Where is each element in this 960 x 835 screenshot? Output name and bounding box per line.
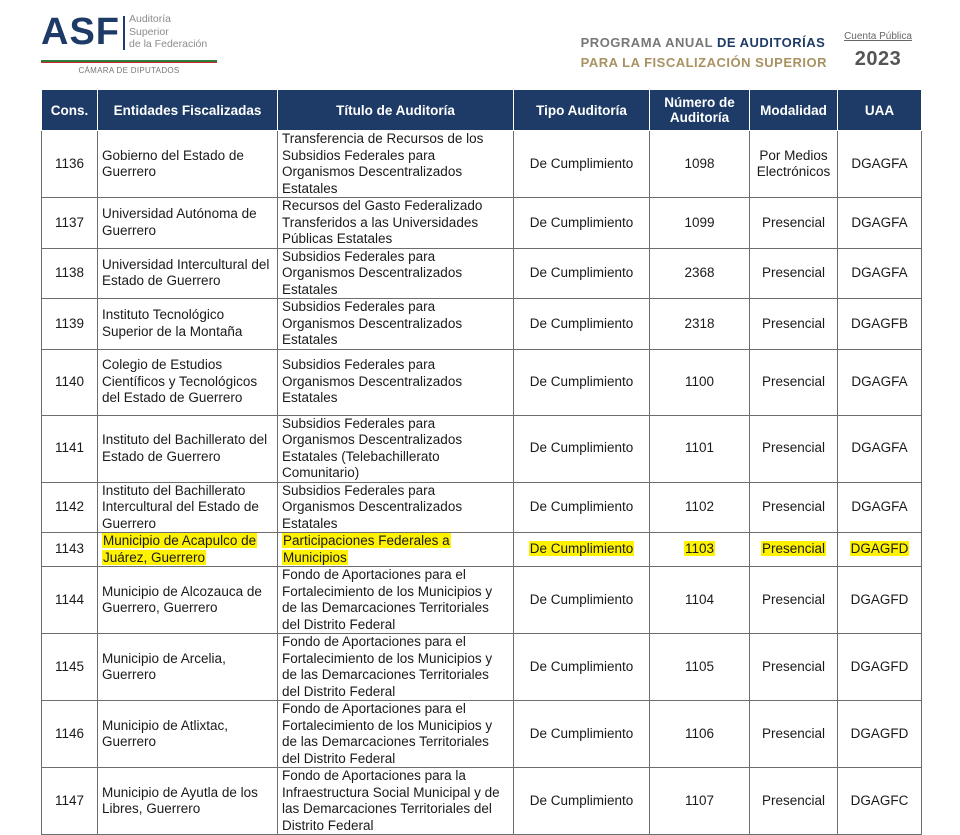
cell-entidad [98, 248, 278, 299]
cell-modalidad-text: Presencial [761, 725, 826, 741]
cell-tipo [514, 533, 650, 567]
cell-modalidad [750, 198, 838, 249]
cell-cons-text: 1138 [54, 265, 85, 280]
cell-entidad [98, 482, 278, 533]
cell-titulo [278, 415, 514, 482]
cell-uaa-text: DGAGFD [850, 591, 909, 607]
cell-uaa [838, 533, 922, 567]
cell-entidad-text: Municipio de Atlixtac, Guerrero [102, 717, 229, 749]
cell-cons [42, 768, 98, 835]
cell-numero-text: 1100 [684, 373, 715, 389]
cell-entidad-text: Universidad Intercultural del Estado de Guerrero [102, 256, 270, 289]
logo-chamber-text: CÁMARA DE DIPUTADOS [78, 66, 180, 75]
cell-titulo [278, 131, 514, 198]
table-row [42, 533, 922, 567]
cell-numero-text: 1098 [684, 155, 715, 171]
cell-tipo [514, 415, 650, 482]
logo-flag-stripes [41, 60, 217, 63]
cell-cons [42, 567, 98, 634]
cell-cons [42, 248, 98, 299]
cell-tipo-text: De Cumplimiento [529, 541, 634, 557]
table-header-row [42, 90, 922, 131]
table-row [42, 248, 922, 299]
cell-numero [650, 533, 750, 567]
audit-table [41, 89, 922, 835]
cell-entidad-text: Universidad Autónoma de Guerrero [102, 206, 257, 238]
cell-titulo-text: Subsidios Federales para Organismos Descentralizados Estatales [282, 248, 463, 297]
cell-titulo [278, 198, 514, 249]
cell-titulo-text: Participaciones Federales a Municipios [283, 533, 450, 565]
header-tipo: Tipo Auditoría [514, 90, 650, 131]
cell-uaa [838, 349, 922, 415]
cell-tipo [514, 131, 650, 198]
cell-uaa [838, 198, 922, 249]
cell-numero [650, 634, 750, 701]
table-row [42, 415, 922, 482]
document-header [0, 0, 960, 88]
program-title-strong: DE AUDITORÍAS [716, 35, 826, 50]
cell-entidad-text: Instituto del Bachillerato del Estado de Guerrero [102, 432, 268, 464]
cell-entidad [98, 567, 278, 634]
cell-modalidad-text: Presencial [761, 315, 826, 331]
cell-modalidad [750, 131, 838, 198]
cell-numero-text: 2318 [684, 315, 715, 331]
cell-modalidad-text: Presencial [761, 265, 826, 280]
logo-institution-name: Auditoría Superior de la Federación [129, 13, 208, 50]
cell-cons [42, 482, 98, 533]
header-numero: Número de Auditoría [650, 90, 750, 131]
cell-tipo-text: De Cumplimiento [529, 658, 634, 674]
cell-uaa-text: DGAGFA [851, 440, 908, 456]
cell-titulo-text: Fondo de Aportaciones para el Fortalecimiento de los Municipios y de las Demarcaciones Territoriales del Distrito Federal [282, 567, 493, 632]
cell-entidad-text: Colegio de Estudios Científicos y Tecnológicos del Estado de Guerrero [102, 357, 258, 406]
cell-titulo [278, 482, 514, 533]
cell-tipo [514, 482, 650, 533]
cell-tipo-text: De Cumplimiento [529, 214, 634, 230]
cell-modalidad [750, 349, 838, 415]
header-modalidad: Modalidad [750, 90, 838, 131]
cell-numero [650, 299, 750, 350]
cell-uaa [838, 701, 922, 768]
cell-tipo [514, 198, 650, 249]
cell-titulo [278, 634, 514, 701]
cell-cons [42, 415, 98, 482]
cell-entidad-text: Municipio de Ayutla de los Libres, Guerrero [102, 784, 258, 816]
cell-tipo [514, 299, 650, 350]
cell-numero-text: 1101 [684, 440, 715, 456]
cell-uaa-text: DGAGFA [851, 155, 908, 171]
cell-titulo-text: Recursos del Gasto Federalizado Transferidos a las Universidades Públicas Estatales [282, 198, 483, 246]
cell-numero-text: 1099 [684, 214, 715, 230]
cell-uaa [838, 768, 922, 835]
cell-modalidad [750, 567, 838, 634]
cell-numero [650, 701, 750, 768]
cell-modalidad-text: Presencial [761, 440, 826, 456]
cell-cons-text: 1145 [54, 658, 85, 674]
cell-tipo-text: De Cumplimiento [529, 725, 634, 741]
cell-entidad [98, 634, 278, 701]
cell-numero-text: 1106 [684, 725, 715, 741]
cell-titulo [278, 299, 514, 350]
cell-titulo-text: Transferencia de Recursos de los Subsidios Federales para Organismos Descentralizados Estatales [282, 131, 484, 196]
cell-cons [42, 198, 98, 249]
cell-titulo-text: Fondo de Aportaciones para la Infraestructura Social Municipal y de las Demarcaciones Territoriales del Distrito Federal [282, 768, 500, 833]
cell-uaa-text: DGAGFD [850, 541, 909, 557]
cell-tipo [514, 634, 650, 701]
cell-modalidad [750, 768, 838, 835]
cell-modalidad [750, 701, 838, 768]
cell-numero-text: 1105 [684, 658, 715, 674]
cell-uaa [838, 482, 922, 533]
cell-cons [42, 634, 98, 701]
logo-divider [123, 16, 125, 50]
table-row [42, 349, 922, 415]
cell-cons-text: 1147 [54, 792, 85, 808]
cell-uaa-text: DGAGFC [850, 792, 909, 808]
table-row [42, 701, 922, 768]
cell-uaa-text: DGAGFD [850, 725, 909, 741]
cell-entidad-text: Municipio de Alcozauca de Guerrero, Guerrero [102, 583, 262, 615]
cell-cons-text: 1140 [54, 373, 85, 389]
cell-titulo-text: Subsidios Federales para Organismos Descentralizados Estatales (Telebachillerato Comunitario) [282, 415, 463, 480]
cell-numero [650, 567, 750, 634]
cell-numero [650, 768, 750, 835]
cell-titulo [278, 349, 514, 415]
header-uaa: UAA [838, 90, 922, 131]
cell-titulo-text: Subsidios Federales para Organismos Descentralizados Estatales [282, 482, 463, 531]
program-title-prefix: PROGRAMA ANUAL [580, 35, 717, 50]
cell-entidad [98, 349, 278, 415]
cell-cons [42, 701, 98, 768]
cell-entidad [98, 299, 278, 350]
cell-titulo-text: Fondo de Aportaciones para el Fortalecimiento de los Municipios y de las Demarcaciones Territoriales del Distrito Federal [282, 701, 493, 766]
cell-titulo-text: Subsidios Federales para Organismos Descentralizados Estatales [282, 299, 463, 347]
cell-entidad [98, 415, 278, 482]
cell-numero [650, 482, 750, 533]
cell-numero [650, 248, 750, 299]
cell-uaa [838, 248, 922, 299]
cell-uaa [838, 415, 922, 482]
cell-tipo [514, 567, 650, 634]
cell-titulo [278, 768, 514, 835]
cell-modalidad-text: Presencial [761, 541, 826, 557]
cell-uaa [838, 131, 922, 198]
cell-tipo [514, 248, 650, 299]
asf-logo [41, 10, 221, 76]
cell-titulo [278, 533, 514, 567]
cell-cons-text: 1141 [54, 440, 85, 456]
cell-titulo [278, 701, 514, 768]
cell-uaa [838, 634, 922, 701]
program-subtitle: PARA LA FISCALIZACIÓN SUPERIOR [580, 55, 827, 70]
cell-cons-text: 1139 [54, 315, 85, 331]
cell-uaa-text: DGAGFA [851, 214, 908, 230]
cell-uaa [838, 567, 922, 634]
cell-tipo [514, 701, 650, 768]
cell-modalidad-text: Presencial [761, 658, 826, 674]
cell-cons-text: 1146 [54, 725, 85, 741]
cell-modalidad [750, 248, 838, 299]
cell-tipo-text: De Cumplimiento [529, 155, 634, 171]
cell-uaa-text: DGAGFA [851, 499, 908, 514]
cell-tipo-text: De Cumplimiento [529, 315, 634, 331]
cell-tipo [514, 768, 650, 835]
table-row [42, 567, 922, 634]
cell-uaa-text: DGAGFA [851, 265, 908, 280]
cell-entidad [98, 533, 278, 567]
table-row [42, 482, 922, 533]
cell-modalidad-text: Presencial [761, 214, 826, 230]
cell-numero-text: 1103 [684, 541, 715, 557]
cell-numero-text: 1102 [684, 499, 715, 514]
cell-entidad-text: Municipio de Arcelia, Guerrero [102, 650, 226, 682]
table-row [42, 198, 922, 249]
cell-uaa-text: DGAGFD [850, 658, 909, 674]
table-row [42, 634, 922, 701]
cell-cons [42, 533, 98, 567]
cell-modalidad-text: Por Medios Electrónicos [756, 147, 831, 179]
cell-cons-text: 1144 [54, 591, 85, 607]
table-row [42, 131, 922, 198]
cell-modalidad-text: Presencial [761, 373, 826, 389]
cell-modalidad [750, 299, 838, 350]
cell-numero [650, 131, 750, 198]
cell-entidad-text: Instituto Tecnológico Superior de la Montaña [102, 307, 243, 339]
cell-uaa-text: DGAGFB [850, 315, 908, 331]
header-entidades: Entidades Fiscalizadas [98, 90, 278, 131]
cell-tipo-text: De Cumplimiento [529, 440, 634, 456]
cell-modalidad [750, 634, 838, 701]
cell-entidad-text: Municipio de Acapulco de Juárez, Guerrero [103, 533, 257, 565]
cell-tipo [514, 349, 650, 415]
cell-entidad [98, 198, 278, 249]
table-row [42, 299, 922, 350]
cell-modalidad-text: Presencial [761, 591, 826, 607]
cell-cons-text: 1142 [54, 499, 85, 514]
cuenta-publica-year: 2023 [854, 48, 902, 70]
cell-uaa [838, 299, 922, 350]
program-title [581, 33, 827, 73]
cell-uaa-text: DGAGFA [851, 373, 908, 389]
cell-modalidad [750, 415, 838, 482]
cell-tipo-text: De Cumplimiento [529, 265, 634, 280]
cell-entidad [98, 131, 278, 198]
cell-entidad [98, 768, 278, 835]
cell-cons [42, 131, 98, 198]
cell-entidad-text: Instituto del Bachillerato Intercultural del Estado de Guerrero [102, 482, 259, 531]
cell-numero-text: 2368 [684, 265, 715, 280]
cell-cons-text: 1143 [54, 541, 85, 557]
cell-tipo-text: De Cumplimiento [529, 792, 634, 808]
header-titulo: Título de Auditoría [278, 90, 514, 131]
cell-cons [42, 299, 98, 350]
cell-cons [42, 349, 98, 415]
cell-modalidad [750, 533, 838, 567]
cell-numero [650, 198, 750, 249]
logo-wordmark: ASF [41, 11, 120, 53]
cell-modalidad-text: Presencial [761, 792, 826, 808]
cell-numero-text: 1107 [684, 792, 715, 808]
cell-numero [650, 415, 750, 482]
cell-entidad [98, 701, 278, 768]
cuenta-publica [836, 31, 920, 71]
cell-titulo [278, 567, 514, 634]
cell-titulo-text: Fondo de Aportaciones para el Fortalecimiento de los Municipios y de las Demarcaciones Territoriales del Distrito Federal [282, 634, 493, 699]
cell-cons-text: 1137 [54, 214, 85, 230]
cell-tipo-text: De Cumplimiento [529, 373, 634, 389]
cell-entidad-text: Gobierno del Estado de Guerrero [102, 147, 244, 179]
cell-titulo [278, 248, 514, 299]
cuenta-publica-label: Cuenta Pública [844, 31, 912, 42]
cell-numero-text: 1104 [684, 591, 715, 607]
header-cons: Cons. [42, 90, 98, 131]
cell-tipo-text: De Cumplimiento [529, 499, 634, 514]
cell-modalidad-text: Presencial [761, 499, 826, 514]
cell-cons-text: 1136 [54, 155, 85, 171]
cell-numero [650, 349, 750, 415]
cell-tipo-text: De Cumplimiento [529, 591, 634, 607]
table-row [42, 768, 922, 835]
cell-modalidad [750, 482, 838, 533]
cell-titulo-text: Subsidios Federales para Organismos Descentralizados Estatales [282, 357, 463, 406]
